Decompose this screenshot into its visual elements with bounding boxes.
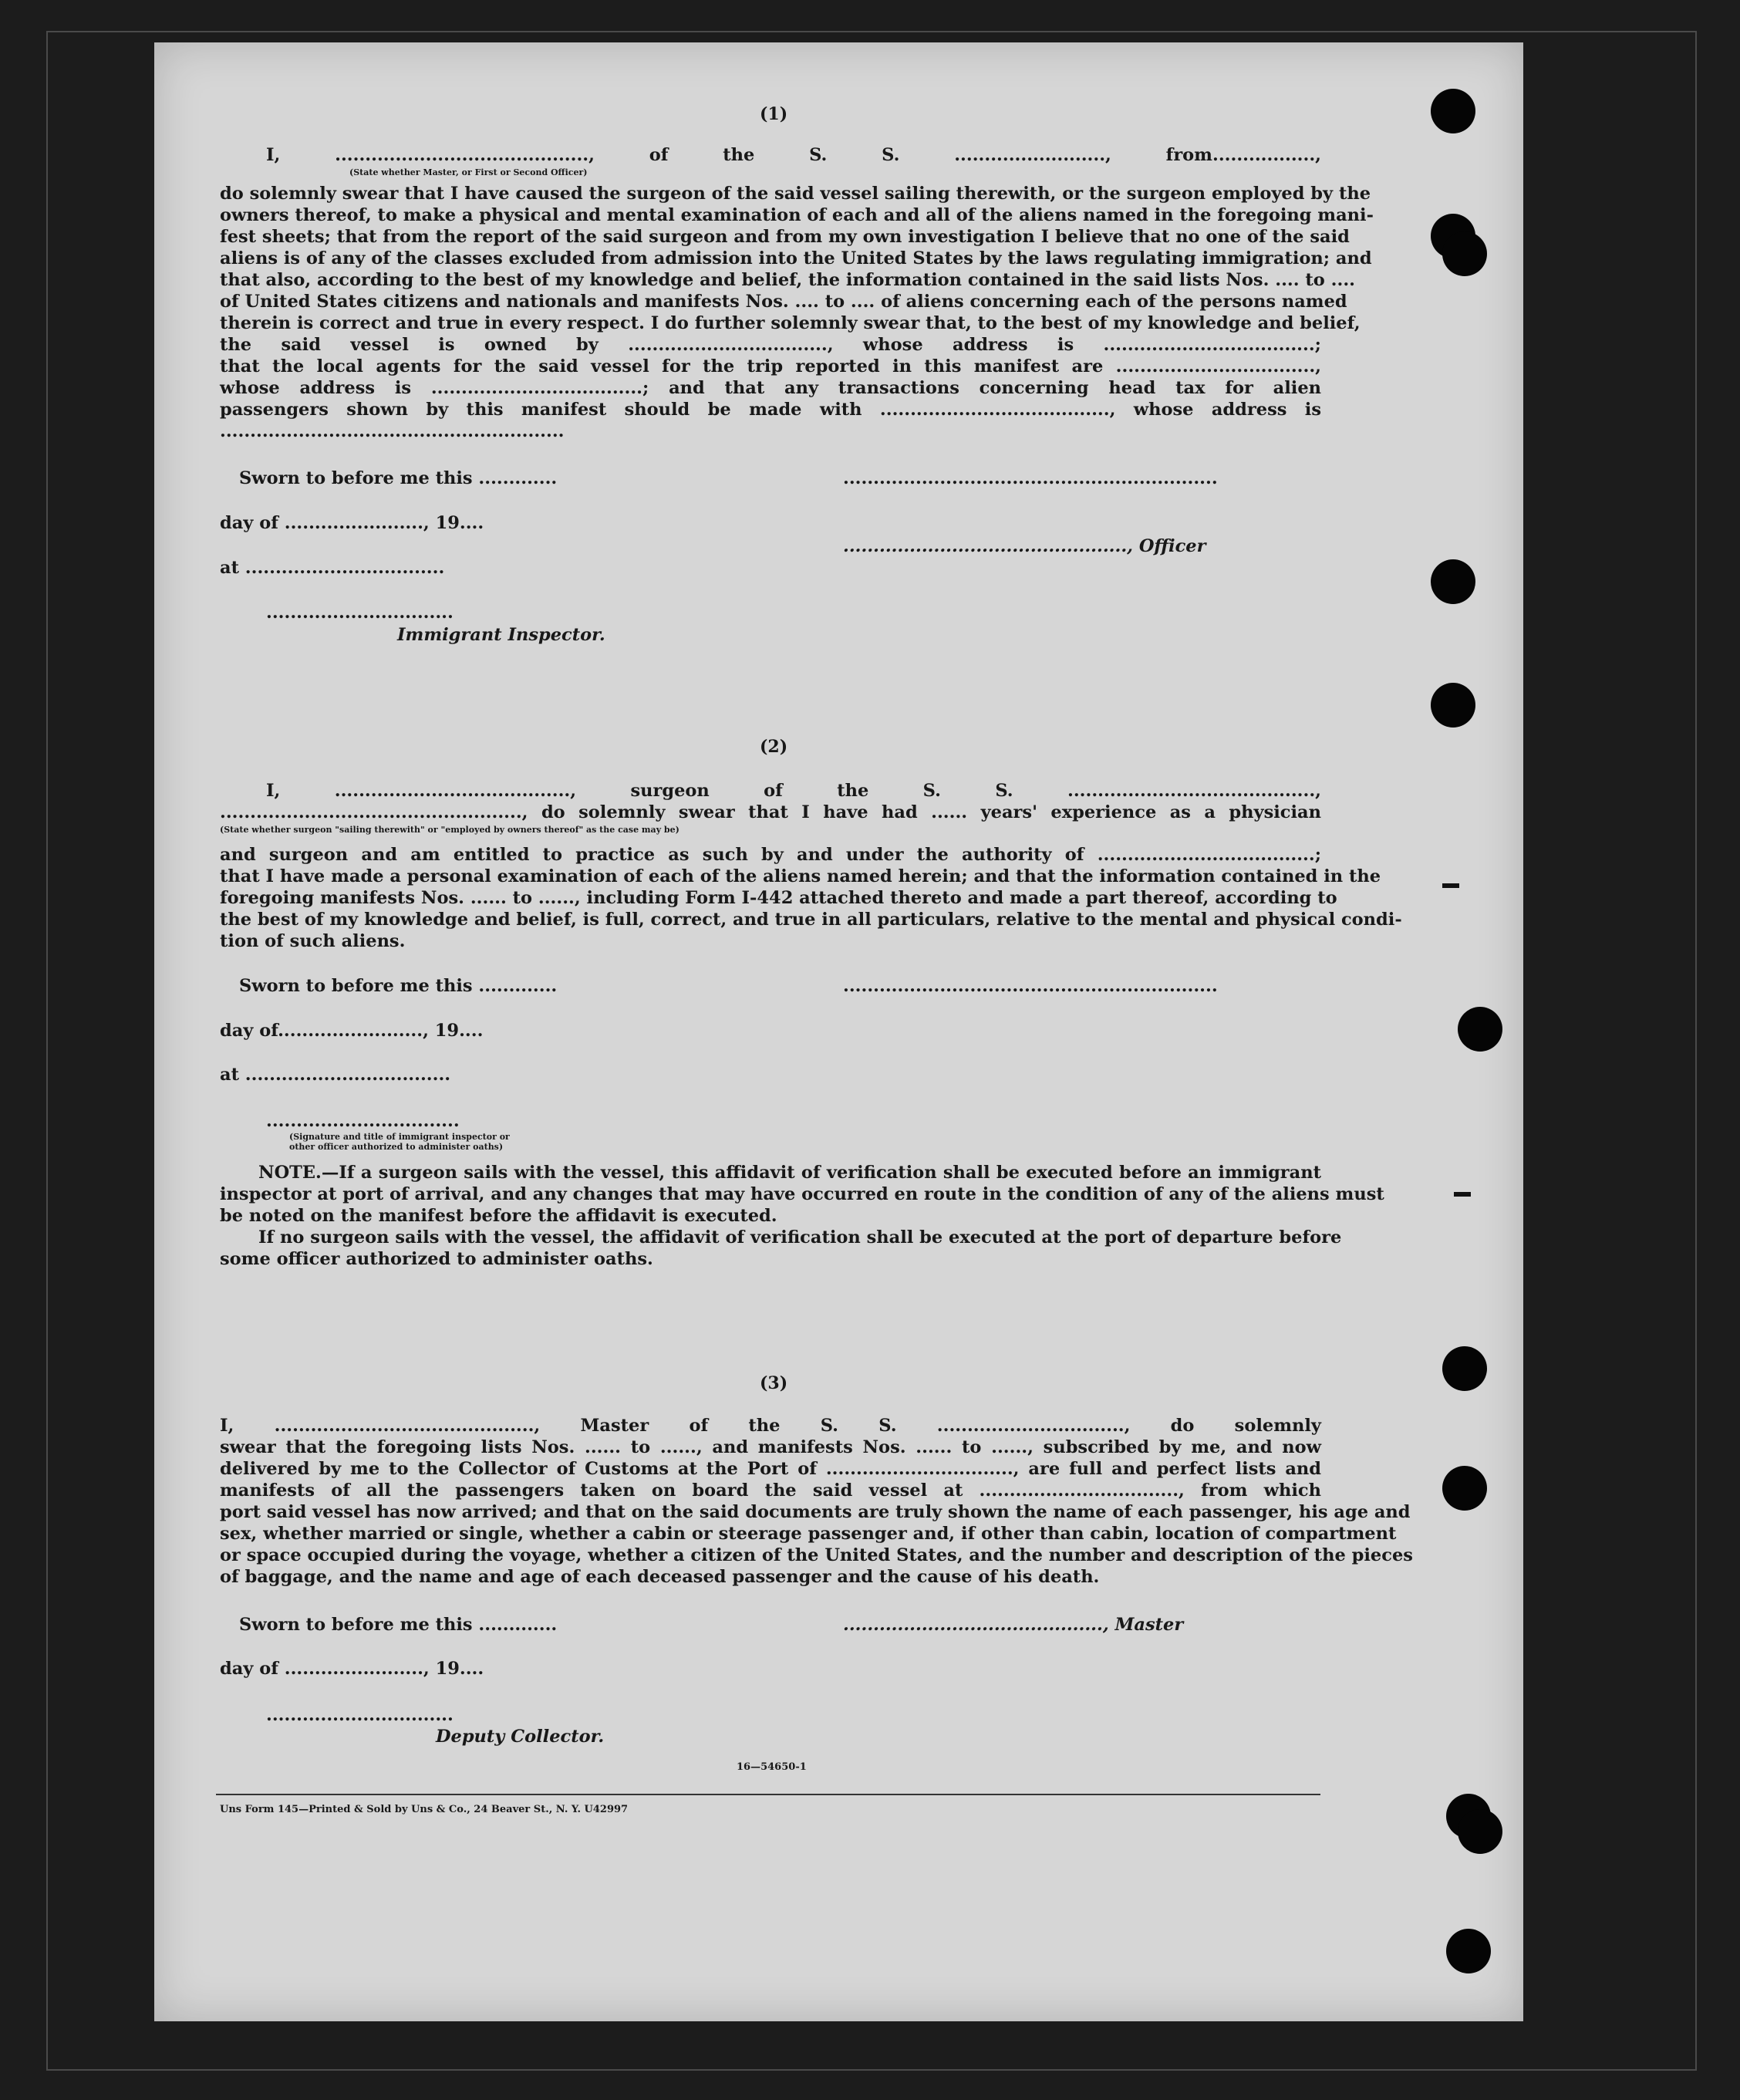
surgeon-experience-line: .................................................., do solemnly swear that I have had ...... years' experience as a physician: [220, 802, 1321, 822]
address-trail-line: .........................................................: [220, 421, 565, 441]
master-para-line: port said vessel has now arrived; and that on the said documents are truly shown the name of each passenger, his age and: [220, 1502, 1411, 1522]
officer-oath-line: I, .........................................., of the S. S. ........................., from.................,: [266, 145, 1321, 165]
note-line: inspector at port of arrival, and any changes that may have occurred en route in the condition of any of the aliens must: [220, 1184, 1384, 1204]
inspector-signature-line-2: ................................: [266, 1111, 460, 1131]
binder-hole: [1442, 231, 1487, 276]
agents-address-line: whose address is ...................................; and that any transactions concerning head tax for alien: [220, 378, 1321, 398]
surgeon-para-line: that I have made a personal examination of each of the aliens named herein; and that the information contained in the: [220, 866, 1381, 886]
section-2-number: (2): [760, 737, 788, 757]
sworn-line-3: Sworn to before me this .............: [239, 1615, 558, 1635]
note2-last-line: some officer authorized to administer oaths.: [220, 1249, 653, 1269]
master-para-line: or space occupied during the voyage, whether a citizen of the United States, and the number and description of the pieces: [220, 1545, 1413, 1565]
officer-para-line: aliens is of any of the classes excluded from admission into the United States by the laws regulating immigration; and: [220, 248, 1372, 268]
officer-para-line: fest sheets; that from the report of the said surgeon and from my own investigation I believe that no one of the said: [220, 227, 1350, 247]
officer-para-line: therein is correct and true in every respect. I do further solemnly swear that, to the best of my knowledge and belief,: [220, 313, 1361, 333]
signature-title-hint-2: other officer authorized to administer oaths): [289, 1142, 504, 1152]
sworn-line-2: Sworn to before me this .............: [239, 976, 558, 996]
officer-para-line: of United States citizens and nationals and manifests Nos. .... to .... of aliens concerning each of the persons named: [220, 292, 1347, 312]
day-of-line-1: day of ......................., 19....: [220, 513, 484, 533]
punch-mark: [1454, 1192, 1471, 1197]
surgeon-para-line: the best of my knowledge and belief, is full, correct, and true in all particulars, relative to the mental and physical condi-: [220, 910, 1402, 930]
surgeon-oath-line: I, ......................................., surgeon of the S. S. .........................................,: [266, 781, 1321, 801]
day-of-line-2: day of........................, 19....: [220, 1021, 484, 1041]
master-para-last: of baggage, and the name and age of each deceased passenger and the cause of his death.: [220, 1567, 1100, 1587]
officer-rank-hint: (State whether Master, or First or Second Officer): [349, 167, 588, 177]
master-para-line: sex, whether married or single, whether a cabin or steerage passenger and, if other than cabin, location of compartment: [220, 1524, 1397, 1544]
surgeon-signature-line: ..............................................................: [843, 976, 1218, 996]
officer-para-line: that also, according to the best of my knowledge and belief, the information contained in the said lists Nos. .... to ....: [220, 270, 1355, 290]
note-last-line: be noted on the manifest before the affidavit is executed.: [220, 1206, 777, 1226]
manifest-page: [154, 42, 1523, 2021]
footer-rule: [216, 1794, 1320, 1795]
surgeon-para-line: foregoing manifests Nos. ...... to ......, including Form I-442 attached thereto and made a part thereof, according to: [220, 888, 1337, 908]
surgeon-para-line: and surgeon and am entitled to practice as such by and under the authority of ....................................;: [220, 845, 1321, 865]
binder-hole: [1458, 1007, 1502, 1052]
officer-line: ..............................................., Officer: [843, 536, 1206, 556]
surgeon-type-hint: (State whether surgeon "sailing therewith" or "employed by owners thereof" as the case may be): [220, 825, 679, 835]
collector-signature-line: ...............................: [266, 1705, 454, 1725]
surgeon-para-last: tion of such aliens.: [220, 931, 406, 951]
master-para-line: swear that the foregoing lists Nos. ...... to ......, and manifests Nos. ...... to ......, subscribed by me, and now: [220, 1437, 1321, 1457]
binder-hole: [1431, 89, 1475, 133]
day-of-line-3: day of ......................., 19....: [220, 1659, 484, 1679]
officer-para-line: owners thereof, to make a physical and mental examination of each and all of the aliens named in the foregoing mani-: [220, 205, 1374, 225]
note-line: NOTE.—If a surgeon sails with the vessel, this affidavit of verification shall be executed before an immigrant: [258, 1163, 1321, 1183]
affidavit-document: [154, 42, 1523, 2021]
binder-hole: [1442, 1346, 1487, 1391]
binder-hole: [1431, 683, 1475, 728]
immigrant-inspector-label: Immigrant Inspector.: [397, 625, 605, 645]
at-line-2: at ..................................: [220, 1065, 451, 1085]
officer-para-line: do solemnly swear that I have caused the surgeon of the said vessel sailing therewith, or the surgeon employed by the: [220, 184, 1371, 204]
binder-hole: [1442, 1466, 1487, 1511]
punch-mark: [1442, 883, 1459, 888]
inspector-signature-line: ...............................: [266, 603, 454, 623]
owner-line: the said vessel is owned by ................................., whose address is ...................................;: [220, 335, 1321, 355]
binder-hole: [1446, 1929, 1491, 1973]
agents-line: that the local agents for the said vessel for the trip reported in this manifest are .................................,: [220, 356, 1321, 376]
head-tax-line: passengers shown by this manifest should be made with ......................................, whose address is: [220, 400, 1321, 420]
master-para-line: I, ..........................................., Master of the S. S. ..............................., do solemnly: [220, 1416, 1321, 1436]
officer-signature-line: ..............................................................: [843, 468, 1218, 488]
section-1-number: (1): [760, 104, 788, 124]
sworn-line-1: Sworn to before me this .............: [239, 468, 558, 488]
master-para-line: manifests of all the passengers taken on board the said vessel at ................................., from which: [220, 1480, 1321, 1501]
at-line-1: at .................................: [220, 558, 445, 578]
master-para-line: delivered by me to the Collector of Customs at the Port of ..............................., are full and perfect lists and: [220, 1459, 1321, 1479]
note2-line: If no surgeon sails with the vessel, the affidavit of verification shall be executed at the port of departure before: [258, 1227, 1342, 1248]
master-signature-line: ..........................................., Master: [843, 1615, 1184, 1635]
signature-title-hint: (Signature and title of immigrant inspector or: [289, 1132, 510, 1142]
binder-hole: [1431, 559, 1475, 604]
deputy-collector-label: Deputy Collector.: [436, 1727, 605, 1747]
section-3-number: (3): [760, 1373, 788, 1393]
form-code: 16—54650-1: [737, 1761, 807, 1773]
binder-hole: [1458, 1809, 1502, 1854]
printer-imprint: Uns Form 145—Printed & Sold by Uns & Co., 24 Beaver St., N. Y. U42997: [220, 1804, 629, 1815]
